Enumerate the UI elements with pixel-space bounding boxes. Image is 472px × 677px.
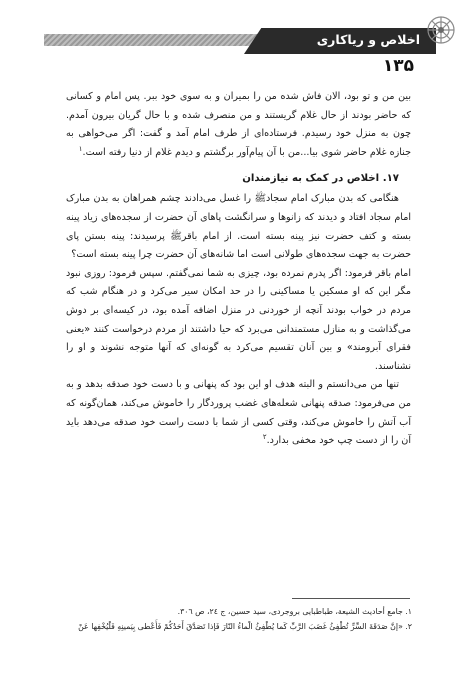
footnote-ref: ۲ <box>262 432 267 441</box>
paragraph <box>66 88 411 162</box>
paragraph-text: تنها من می‌دانستم و البته هدف او این بود که پنهانی و با دست خود صدقه بدهد و به من می‌فرمود: صدقه پنهانی شعله‌های غضب پروردگار را خاموش می‌کند، همان‌گونه که آب آتش را خاموش می‌کند، وقتی کسی از شما با دست راست خود صدقه می‌دهد باید آن را از دست چپ خود مخفی بدارد. <box>66 379 411 447</box>
footnotes <box>60 604 412 634</box>
ornament-icon <box>418 12 464 48</box>
paragraph-text: بین من و تو بود، الان فاش شده من را بمیران و به سوی خود ببر. پس امام و کسانی که حاضر بودند از حال غلام گریستند و من منصرف شده و با حال گریان بیرون آمدم. چون به منزل خود رسیدم. فرستاده‌ای از طرف امام آمد و گفت: اگر می‌خواهی به جنازه غلام حاضر شوی بیا...من با آن پیام‌آور برگشتم و دیدم غلام از دنیا رفته است. <box>66 91 411 158</box>
paragraph: امام باقر فرمود: اگر پدرم نمرده بود، چیزی به شما نمی‌گفتم. سپس فرمود: روزی نبود مگر این که او مسکین یا مساکینی را در حد امکان سیر می‌کرد و در هنگام شب که مردم در خواب بودند آنچه از خوردنی در منزل اضافه آمده بود، در کیسه‌ای بر دوش می‌گذاشت و به منازل مستمندانی می‌برد که حیا داشتند از مردم درخواست کنند «یعنی فقرای آبرومند» و بین آنان تقسیم می‌کرد به گونه‌ای که آنها متوجه نشوند و او را نشناسند. <box>66 267 411 372</box>
body-text <box>66 88 411 451</box>
footnote: ۲. «إنَّ صَدَقَةَ السِّرِّ تُطْفِئُ غَضَبَ الرَّبِّ كَما يُطْفِئُ الْماءُ النّارَ فَإذا تَصَدَّقَ أَحَدُكُمْ فَأَعْطى بِيَمينِهِ فَلْيُخْفِها عَنْ <box>78 622 412 631</box>
footnote-divider <box>292 598 410 599</box>
chapter-title: اخلاص و ریاکاری <box>316 32 420 47</box>
paragraph: هنگامی که بدن مبارک امام سجادﷺ را غسل می‌دادند چشم همراهان به بدن مبارک امام سجاد افتاد و دیدند که زانوها و سرانگشت پاهای آن حضرت از سجده‌های زیاد پینه بسته و کتف حضرت نیز پینه بسته است. از امام باقرﷺ پرسیدند: پینه بستن پای حضرت به جهت سجده‌های طولانی است اما شانه‌های آن حضرت چرا پینه بسته است؟ <box>66 193 411 261</box>
section-heading: ۱۷. اخلاص در کمک به نیازمندان <box>242 173 399 185</box>
page-number: ۱۳۵ <box>382 56 414 76</box>
footnote: ۱. جامع أحادیث الشیعة، طباطبایی بروجردی، سید حسین، ج ۲٤، ص ۳۰٦. <box>177 607 412 616</box>
paragraph <box>66 376 411 450</box>
footnote-ref: ۱ <box>78 144 83 153</box>
